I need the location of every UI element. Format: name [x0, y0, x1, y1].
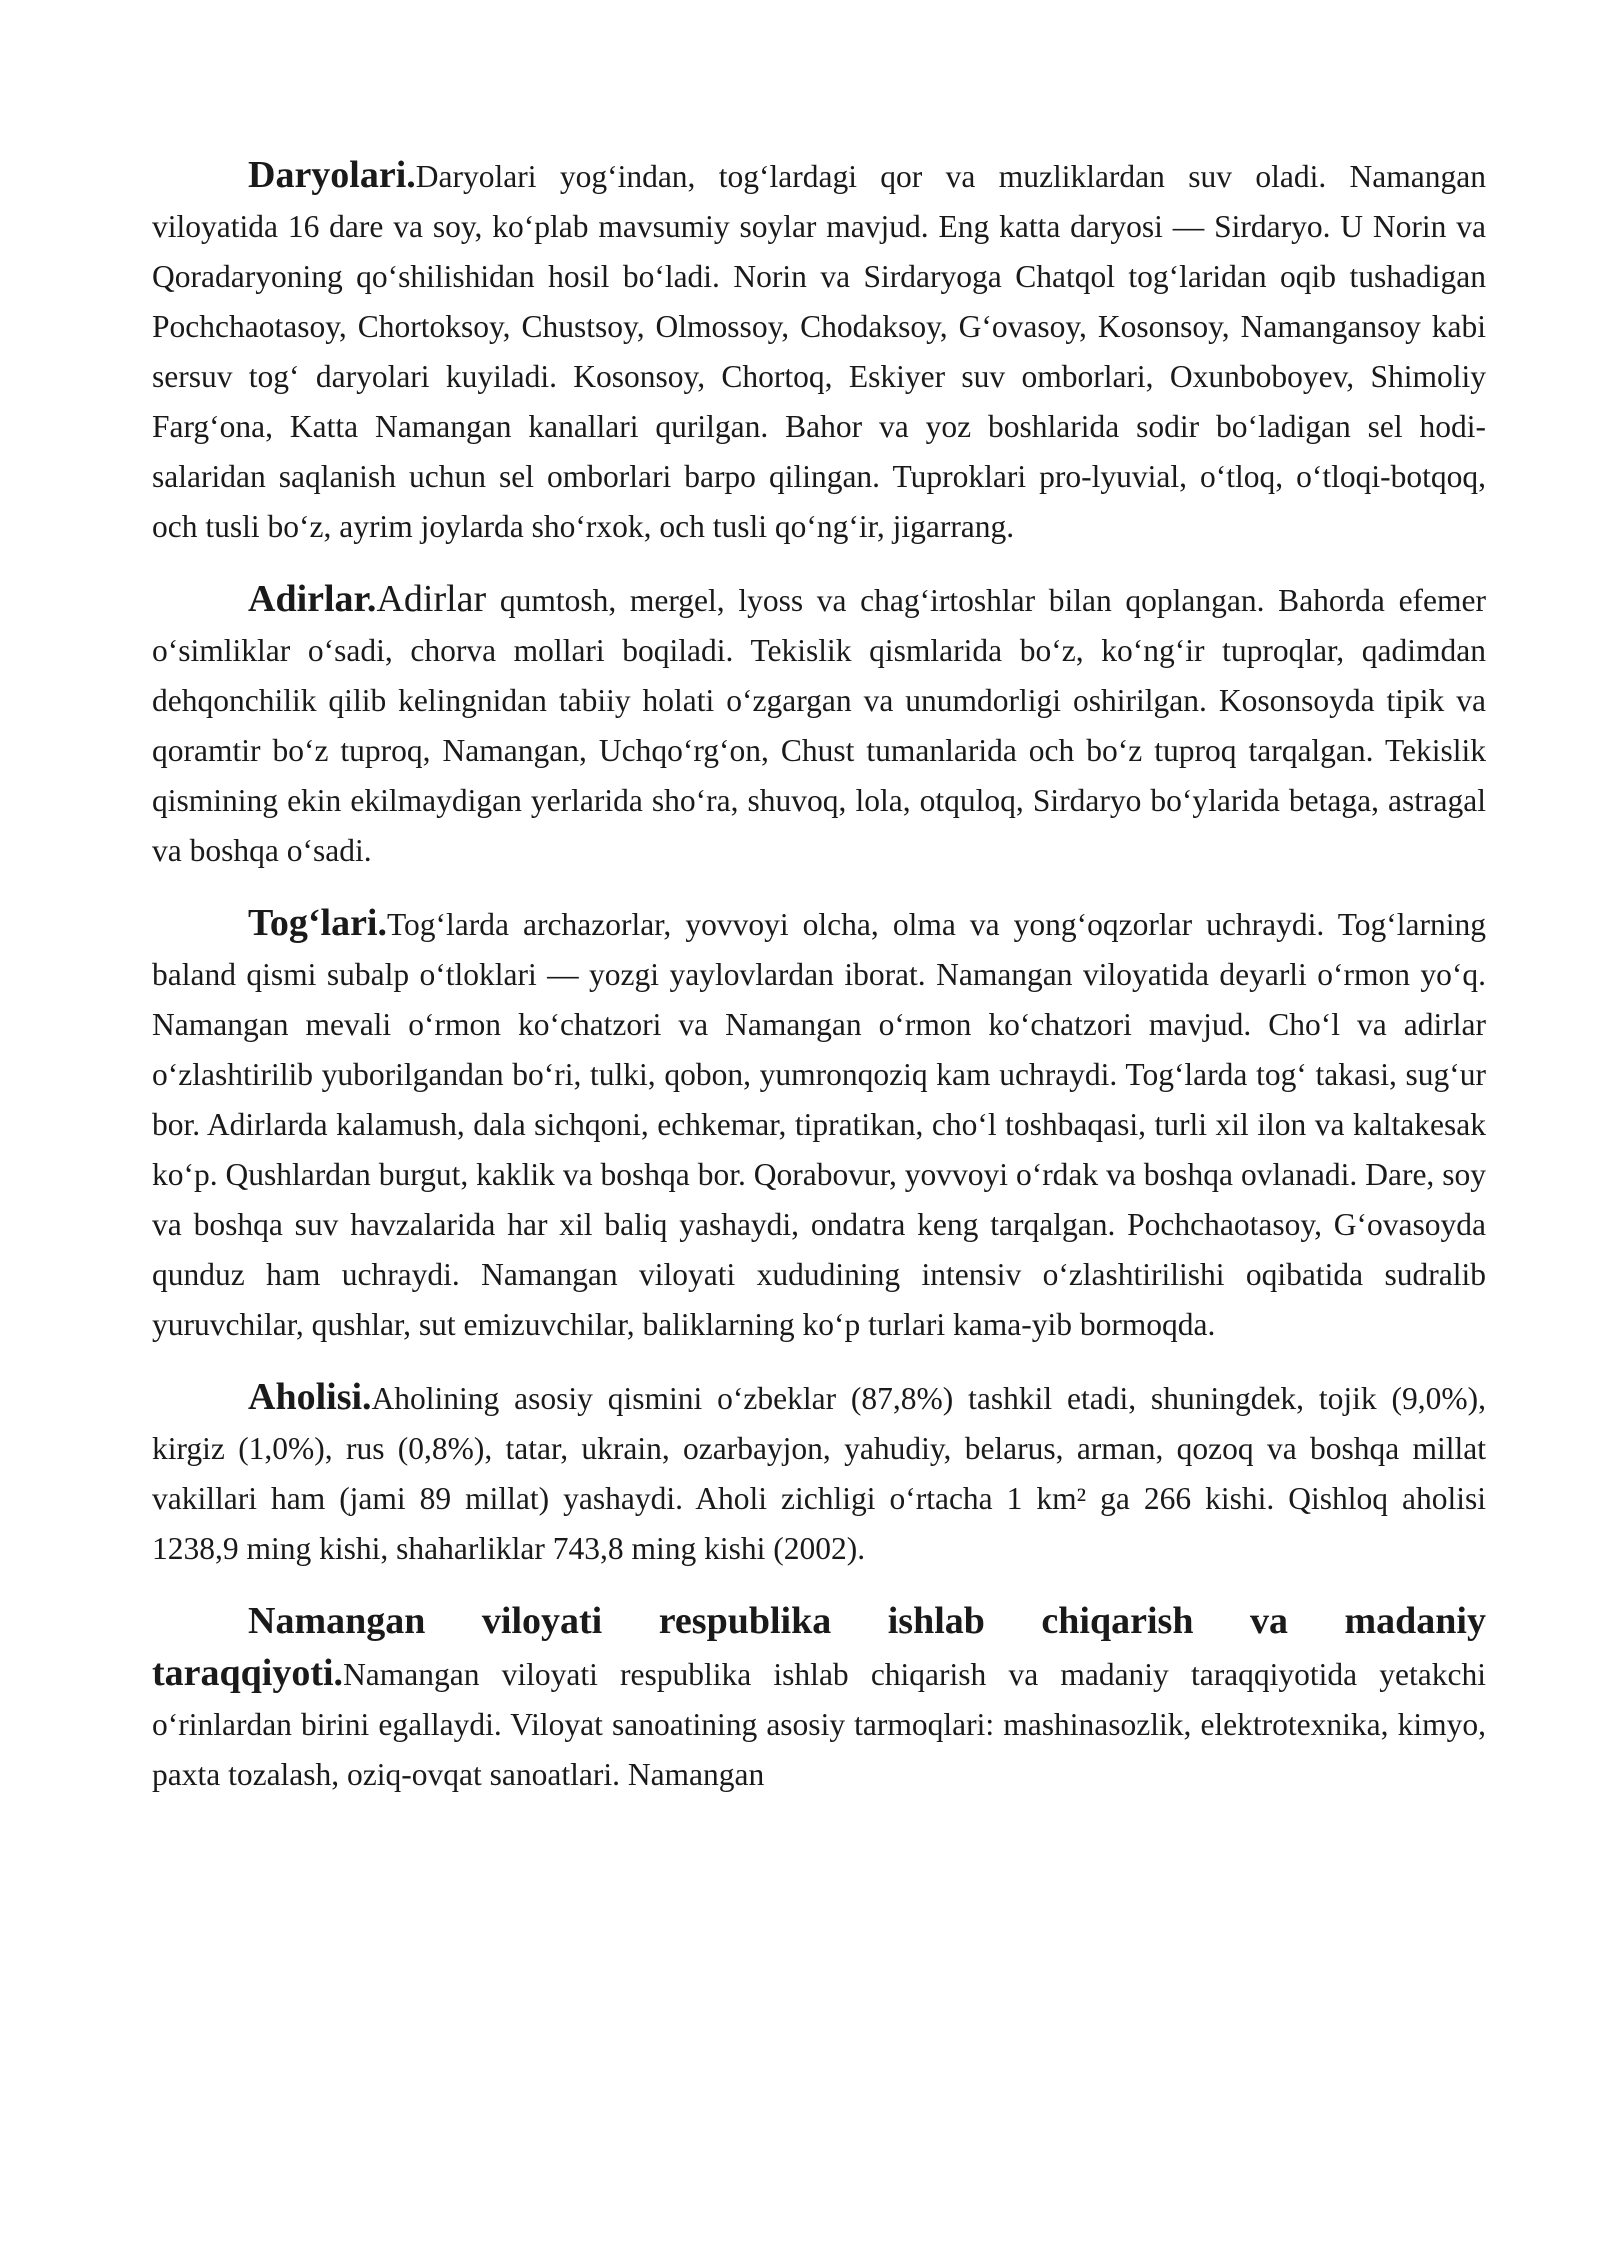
section-daryolari: [152, 150, 1486, 552]
section-body: Tog‘larda archazorlar, yovvoyi olcha, olma va yong‘oqzorlar uchraydi. Tog‘larning baland qismi subalp o‘tloklari — yozgi yaylovlardan iborat. Namangan viloyatida deyarli o‘rmon yo‘q. Namangan mevali o‘rmon ko‘chatzori va Namangan o‘rmon ko‘chatzori mavjud. Cho‘l va adirlar o‘zlashtirilib yuborilgandan bo‘ri, tulki, qobon, yumronqoziq kam uchraydi. Tog‘larda tog‘ takasi, sug‘ur bor. Adirlarda kalamush, dala sichqoni, echkemar, tipratikan, cho‘l toshbaqasi, turli xil ilon va kaltakesak ko‘p. Qushlardan burgut, kaklik va boshqa bor. Qorabovur, yovvoyi o‘rdak va boshqa ovlanadi. Dare, soy va boshqa suv havzalarida har xil baliq yashaydi, ondatra keng tarqalgan. Pochchaotasoy, G‘ovasoyda qunduz ham uchraydi. Namangan viloyati xududining intensiv o‘zlashtirilishi oqibatida sudralib yuruvchilar, qushlar, sut emizuvchilar, baliklarning ko‘p turlari kama-yib bormoqda.: [152, 907, 1486, 1342]
section-body: Daryolari yog‘indan, tog‘lardagi qor va muzliklardan suv oladi. Namangan viloyatida 16 dare va soy, ko‘plab mavsumiy soylar mavjud. Eng katta daryosi — Sirdaryo. U Norin va Qoradaryoning qo‘shilishidan hosil bo‘ladi. Norin va Sirdaryoga Chatqol tog‘laridan oqib tushadigan Pochchaotasoy, Chortoksoy, Chustsoy, Olmossoy, Chodaksoy, G‘ovasoy, Kosonsoy, Namangansoy kabi sersuv tog‘ daryolari kuyiladi. Kosonsoy, Chortoq, Eskiyer suv omborlari, Oxunboboyev, Shimoliy Farg‘ona, Katta Namangan kanallari qurilgan. Bahor va yoz boshlarida sodir bo‘ladigan sel hodi-salaridan saqlanish uchun sel omborlari barpo qilingan. Tuproklari pro-lyuvial, o‘tloq, o‘tloqi-botqoq, och tusli bo‘z, ayrim joylarda sho‘rxok, och tusli qo‘ng‘ir, jigarrang.: [152, 159, 1486, 544]
section-aholisi: [152, 1372, 1486, 1574]
section-toglari: [152, 898, 1486, 1350]
section-heading: Daryolari.: [248, 154, 416, 196]
section-body: Aholining asosiy qismini o‘zbeklar (87,8%) tashkil etadi, shuningdek, tojik (9,0%), kirgiz (1,0%), rus (0,8%), tatar, ukrain, ozarbayjon, yahudiy, belarus, arman, qozoq va boshqa millat vakillari ham (jami 89 millat) yashaydi. Aholi zichligi o‘rtacha 1 km² ga 266 kishi. Qishloq aholisi 1238,9 ming kishi, shaharliklar 743,8 ming kishi (2002).: [152, 1381, 1486, 1566]
section-heading: Tog‘lari.: [248, 902, 387, 944]
section-adirlar: [152, 574, 1486, 876]
section-heading: Namangan viloyati respublika ishlab chiqarish va madaniy taraqqiyoti.: [152, 1600, 1486, 1694]
section-heading: Adirlar.: [248, 578, 377, 620]
document-page: [152, 150, 1486, 1822]
section-body: qumtosh, mergel, lyoss va chag‘irtoshlar bilan qoplangan. Bahorda efemer o‘simliklar o‘sadi, chorva mollari boqiladi. Tekislik qismlarida bo‘z, ko‘ng‘ir tuproqlar, qadimdan dehqonchilik qilib kelingnidan tabiiy holati o‘zgargan va unumdorligi oshirilgan. Kosonsoyda tipik va qoramtir bo‘z tuproq, Namangan, Uchqo‘rg‘on, Chust tumanlarida och bo‘z tuproq tarqalgan. Tekislik qismining ekin ekilmaydigan yerlarida sho‘ra, shuvoq, lola, otquloq, Sirdaryo bo‘ylarida betaga, astragal va boshqa o‘sadi.: [152, 583, 1486, 868]
section-lead-word: Adirlar: [376, 578, 487, 620]
section-heading: Aholisi.: [248, 1376, 372, 1418]
section-body: Namangan viloyati respublika ishlab chiqarish va madaniy taraqqiyotida yetakchi o‘rinlardan birini egallaydi. Viloyat sanoatining asosiy tarmoqlari: mashinasozlik, elektrotexnika, kimyo, paxta tozalash, oziq-ovqat sanoatlari. Namangan: [152, 1657, 1486, 1792]
section-taraqqiyot: [152, 1596, 1486, 1800]
